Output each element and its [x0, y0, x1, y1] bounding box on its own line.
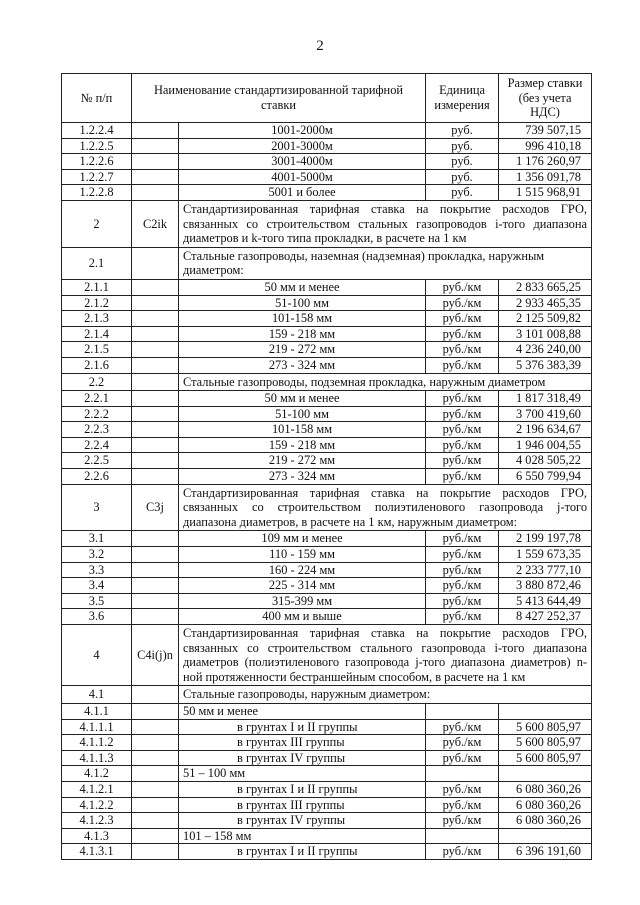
table-row: [62, 342, 592, 358]
group-code: [132, 373, 179, 391]
row-rate: 6 550 799,94: [499, 469, 592, 485]
row-unit: руб.: [426, 123, 499, 139]
diameter-number: 4.1.2: [62, 766, 132, 782]
row-code: [132, 593, 179, 609]
group-code: [132, 686, 179, 704]
group-number: 4.1: [62, 686, 132, 704]
row-rate: 4 236 240,00: [499, 342, 592, 358]
section-code: C2ik: [132, 200, 179, 247]
row-code: [132, 562, 179, 578]
table-row: [62, 138, 592, 154]
row-unit: руб./км: [426, 295, 499, 311]
diameter-unit: [426, 703, 499, 719]
soil-row-unit: руб./км: [426, 735, 499, 751]
soil-row-number: 4.1.1.2: [62, 735, 132, 751]
table-row: [62, 578, 592, 594]
table-header-row: [62, 74, 592, 123]
table-row: [62, 453, 592, 469]
header-rate: Размер ставки (без учета НДС): [499, 74, 592, 123]
row-name: 160 - 224 мм: [179, 562, 426, 578]
row-unit: руб./км: [426, 547, 499, 563]
group-description: Стальные газопроводы, наружным диаметром:: [179, 686, 592, 704]
header-name: Наименование стандартизированной тарифной ставки: [132, 74, 426, 123]
row-number: 3.5: [62, 593, 132, 609]
row-unit: руб./км: [426, 531, 499, 547]
row-rate: 1 515 968,91: [499, 185, 592, 201]
table-row: [62, 828, 592, 844]
row-unit: руб.: [426, 169, 499, 185]
row-number: 2.1.5: [62, 342, 132, 358]
table-row: [62, 593, 592, 609]
soil-row-unit: руб./км: [426, 813, 499, 829]
row-number: 2.1.1: [62, 279, 132, 295]
row-name: 2001-3000м: [179, 138, 426, 154]
row-name: 101-158 мм: [179, 422, 426, 438]
table-row: [62, 547, 592, 563]
row-unit: руб./км: [426, 593, 499, 609]
diameter-name: 51 – 100 мм: [179, 766, 426, 782]
row-name: 159 - 218 мм: [179, 326, 426, 342]
section-code: C3j: [132, 484, 179, 531]
table-row: [62, 391, 592, 407]
row-name: 109 мм и менее: [179, 531, 426, 547]
row-number: 2.2.4: [62, 437, 132, 453]
row-unit: руб./км: [426, 357, 499, 373]
row-code: [132, 609, 179, 625]
diameter-rate: [499, 703, 592, 719]
group-description: Стальные газопроводы, наземная (надземная) прокладка, наружным диаметром:: [179, 247, 592, 279]
row-rate: 996 410,18: [499, 138, 592, 154]
row-name: 315-399 мм: [179, 593, 426, 609]
row-rate: 1 559 673,35: [499, 547, 592, 563]
row-code: [132, 578, 179, 594]
soil-row-unit: руб./км: [426, 719, 499, 735]
row-number: 2.2.2: [62, 406, 132, 422]
section-code: C4i(j)n: [132, 625, 179, 686]
row-code: [132, 279, 179, 295]
row-unit: руб./км: [426, 311, 499, 327]
soil-row-rate: 5 600 805,97: [499, 750, 592, 766]
table-row: [62, 844, 592, 860]
row-rate: 1 356 091,78: [499, 169, 592, 185]
table-row: [62, 169, 592, 185]
row-code: [132, 154, 179, 170]
soil-row-name: в грунтах IV группы: [179, 750, 426, 766]
row-number: 3.2: [62, 547, 132, 563]
row-unit: руб./км: [426, 406, 499, 422]
row-code: [132, 169, 179, 185]
section-number: 4: [62, 625, 132, 686]
table-row: [62, 326, 592, 342]
row-rate: 3 880 872,46: [499, 578, 592, 594]
row-number: 3.4: [62, 578, 132, 594]
soil-row-name: в грунтах I и II группы: [179, 781, 426, 797]
soil-row-number: 4.1.2.1: [62, 781, 132, 797]
row-code: [132, 437, 179, 453]
group-number: 2.1: [62, 247, 132, 279]
row-code: [132, 422, 179, 438]
row-name: 159 - 218 мм: [179, 437, 426, 453]
soil-row-code: [132, 719, 179, 735]
table-row: [62, 357, 592, 373]
row-number: 2.2.3: [62, 422, 132, 438]
soil-row-name: в грунтах III группы: [179, 797, 426, 813]
soil-row-rate: 5 600 805,97: [499, 719, 592, 735]
table-row: [62, 200, 592, 247]
soil-row-rate: 6 080 360,26: [499, 781, 592, 797]
soil-row-name: в грунтах I и II группы: [179, 844, 426, 860]
table-row: [62, 247, 592, 279]
diameter-number: 4.1.1: [62, 703, 132, 719]
row-name: 219 - 272 мм: [179, 453, 426, 469]
soil-row-name: в грунтах IV группы: [179, 813, 426, 829]
table-row: [62, 373, 592, 391]
row-unit: руб./км: [426, 391, 499, 407]
diameter-rate: [499, 766, 592, 782]
table-row: [62, 766, 592, 782]
table-row: [62, 279, 592, 295]
row-rate: 5 376 383,39: [499, 357, 592, 373]
group-code: [132, 247, 179, 279]
row-unit: руб./км: [426, 469, 499, 485]
table-row: [62, 703, 592, 719]
table-row: [62, 781, 592, 797]
diameter-name: 101 – 158 мм: [179, 828, 426, 844]
diameter-code: [132, 766, 179, 782]
table-row: [62, 295, 592, 311]
row-code: [132, 453, 179, 469]
table-row: [62, 406, 592, 422]
section-description: Стандартизированная тарифная ставка на покрытие расходов ГРО, связанных со строительством полиэтиленового газопровода j-того диапазона диаметров, в расчете на 1 км, наружным диаметром:: [179, 484, 592, 531]
section-number: 3: [62, 484, 132, 531]
soil-row-code: [132, 750, 179, 766]
row-code: [132, 311, 179, 327]
diameter-code: [132, 828, 179, 844]
row-code: [132, 138, 179, 154]
row-rate: 2 933 465,35: [499, 295, 592, 311]
row-number: 3.1: [62, 531, 132, 547]
table-row: [62, 422, 592, 438]
table-row: [62, 719, 592, 735]
row-name: 50 мм и менее: [179, 391, 426, 407]
section-number: 2: [62, 200, 132, 247]
table-row: [62, 686, 592, 704]
row-unit: руб.: [426, 185, 499, 201]
row-code: [132, 469, 179, 485]
row-unit: руб.: [426, 138, 499, 154]
row-code: [132, 357, 179, 373]
row-name: 50 мм и менее: [179, 279, 426, 295]
row-rate: 1 176 260,97: [499, 154, 592, 170]
soil-row-number: 4.1.1.1: [62, 719, 132, 735]
diameter-rate: [499, 828, 592, 844]
section-description: Стандартизированная тарифная ставка на покрытие расходов ГРО, связанных со строительством стального газопровода i-того диапазона диаметров (полиэтиленового газопровода j-того диапазона диаметров) n-ной протяженности бестраншейным способом, в расчете на 1 км: [179, 625, 592, 686]
soil-row-number: 4.1.3.1: [62, 844, 132, 860]
row-code: [132, 185, 179, 201]
row-unit: руб./км: [426, 578, 499, 594]
row-unit: руб./км: [426, 609, 499, 625]
soil-row-rate: 6 080 360,26: [499, 813, 592, 829]
row-rate: 2 125 509,82: [499, 311, 592, 327]
soil-row-code: [132, 844, 179, 860]
row-name: 273 - 324 мм: [179, 469, 426, 485]
table-row: [62, 625, 592, 686]
row-number: 1.2.2.4: [62, 123, 132, 139]
row-unit: руб.: [426, 154, 499, 170]
soil-row-unit: руб./км: [426, 797, 499, 813]
soil-row-code: [132, 781, 179, 797]
diameter-unit: [426, 766, 499, 782]
row-rate: 2 196 634,67: [499, 422, 592, 438]
row-number: 1.2.2.7: [62, 169, 132, 185]
row-rate: 3 101 008,88: [499, 326, 592, 342]
row-name: 1001-2000м: [179, 123, 426, 139]
table-row: [62, 813, 592, 829]
row-code: [132, 406, 179, 422]
table-row: [62, 437, 592, 453]
table-row: [62, 484, 592, 531]
table-row: [62, 562, 592, 578]
row-number: 2.1.3: [62, 311, 132, 327]
row-unit: руб./км: [426, 437, 499, 453]
row-rate: 2 233 777,10: [499, 562, 592, 578]
row-name: 219 - 272 мм: [179, 342, 426, 358]
table-body: [62, 123, 592, 860]
row-code: [132, 391, 179, 407]
table-row: [62, 469, 592, 485]
row-rate: 1 817 318,49: [499, 391, 592, 407]
row-number: 3.6: [62, 609, 132, 625]
row-name: 110 - 159 мм: [179, 547, 426, 563]
row-rate: 2 199 197,78: [499, 531, 592, 547]
row-unit: руб./км: [426, 453, 499, 469]
table-row: [62, 311, 592, 327]
soil-row-name: в грунтах III группы: [179, 735, 426, 751]
soil-row-code: [132, 797, 179, 813]
soil-row-unit: руб./км: [426, 781, 499, 797]
table-row: [62, 123, 592, 139]
diameter-name: 50 мм и менее: [179, 703, 426, 719]
soil-row-rate: 6 080 360,26: [499, 797, 592, 813]
row-rate: 8 427 252,37: [499, 609, 592, 625]
row-rate: 4 028 505,22: [499, 453, 592, 469]
soil-row-number: 4.1.2.3: [62, 813, 132, 829]
header-number: № п/п: [62, 74, 132, 123]
row-name: 5001 и более: [179, 185, 426, 201]
row-code: [132, 547, 179, 563]
row-name: 225 - 314 мм: [179, 578, 426, 594]
row-number: 2.2.5: [62, 453, 132, 469]
row-name: 4001-5000м: [179, 169, 426, 185]
row-number: 2.1.2: [62, 295, 132, 311]
section-description: Стандартизированная тарифная ставка на покрытие расходов ГРО, связанных со строительством стальных газопроводов i-того диапазона диаметров и k-того типа прокладки, в расчете на 1 км: [179, 200, 592, 247]
soil-row-name: в грунтах I и II группы: [179, 719, 426, 735]
row-rate: 3 700 419,60: [499, 406, 592, 422]
group-number: 2.2: [62, 373, 132, 391]
row-number: 2.1.4: [62, 326, 132, 342]
row-name: 51-100 мм: [179, 406, 426, 422]
row-number: 2.2.1: [62, 391, 132, 407]
diameter-unit: [426, 828, 499, 844]
table-row: [62, 735, 592, 751]
row-name: 51-100 мм: [179, 295, 426, 311]
row-code: [132, 123, 179, 139]
group-description: Стальные газопроводы, подземная прокладка, наружным диаметром: [179, 373, 592, 391]
row-unit: руб./км: [426, 342, 499, 358]
row-unit: руб./км: [426, 562, 499, 578]
diameter-code: [132, 703, 179, 719]
soil-row-unit: руб./км: [426, 750, 499, 766]
row-rate: 1 946 004,55: [499, 437, 592, 453]
row-name: 273 - 324 мм: [179, 357, 426, 373]
soil-row-code: [132, 735, 179, 751]
table-row: [62, 154, 592, 170]
table-row: [62, 531, 592, 547]
soil-row-rate: 5 600 805,97: [499, 735, 592, 751]
row-number: 1.2.2.8: [62, 185, 132, 201]
row-number: 2.1.6: [62, 357, 132, 373]
table-row: [62, 609, 592, 625]
tariff-table: [61, 73, 592, 860]
table-row: [62, 797, 592, 813]
table-row: [62, 185, 592, 201]
row-code: [132, 326, 179, 342]
soil-row-unit: руб./км: [426, 844, 499, 860]
page-number: 2: [316, 38, 324, 54]
row-number: 2.2.6: [62, 469, 132, 485]
row-number: 1.2.2.6: [62, 154, 132, 170]
row-rate: 739 507,15: [499, 123, 592, 139]
row-code: [132, 295, 179, 311]
row-rate: 5 413 644,49: [499, 593, 592, 609]
row-rate: 2 833 665,25: [499, 279, 592, 295]
soil-row-number: 4.1.1.3: [62, 750, 132, 766]
soil-row-code: [132, 813, 179, 829]
header-unit: Единица измерения: [426, 74, 499, 123]
soil-row-rate: 6 396 191,60: [499, 844, 592, 860]
row-number: 1.2.2.5: [62, 138, 132, 154]
row-name: 101-158 мм: [179, 311, 426, 327]
row-unit: руб./км: [426, 326, 499, 342]
row-unit: руб./км: [426, 279, 499, 295]
row-name: 400 мм и выше: [179, 609, 426, 625]
table-row: [62, 750, 592, 766]
row-number: 3.3: [62, 562, 132, 578]
row-code: [132, 342, 179, 358]
row-name: 3001-4000м: [179, 154, 426, 170]
row-unit: руб./км: [426, 422, 499, 438]
diameter-number: 4.1.3: [62, 828, 132, 844]
soil-row-number: 4.1.2.2: [62, 797, 132, 813]
row-code: [132, 531, 179, 547]
